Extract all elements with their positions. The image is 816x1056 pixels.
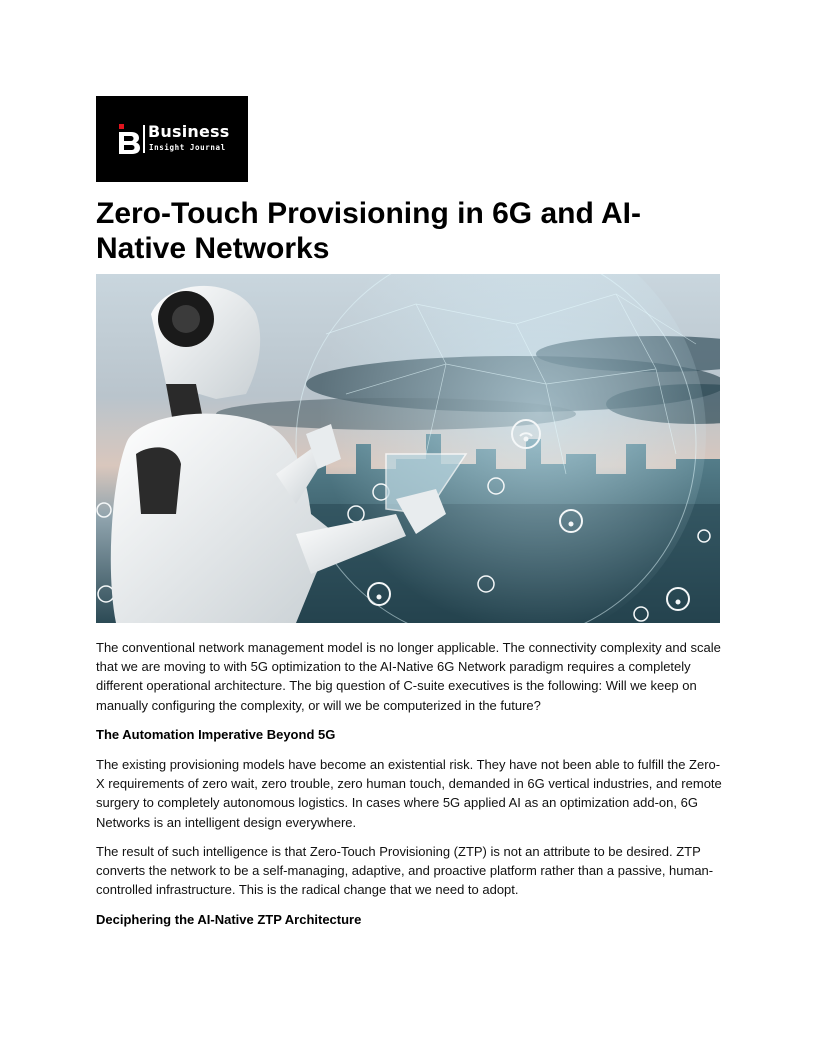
logo-tagline: Insight Journal (149, 143, 226, 152)
article-title: Zero-Touch Provisioning in 6G and AI-Native Networks (96, 197, 642, 265)
paragraph-1: The conventional network management model is no longer applicable. The connectivity complexity and scale that we are moving to with 5G optimization to the AI-Native 6G Network paradigm requires a completely different operational architecture. The big question of C-suite executives is the following: Will we keep on manually configuring the complexity, or will we be computerized in the future? (96, 640, 721, 713)
section-heading-1: The Automation Imperative Beyond 5G (96, 727, 336, 742)
b-logo-icon (118, 124, 142, 154)
logo-wordmark: Business (148, 122, 230, 141)
logo-divider (143, 125, 145, 153)
paragraph-2: The existing provisioning models have become an existential risk. They have not been able to fulfill the Zero-X requirements of zero wait, zero trouble, zero human touch, demanded in 6G vertical industries, and remote surgery to completely autonomous logistics. In cases where 5G applied AI as an optimization add-on, 6G Networks is an intelligent design everywhere. (96, 757, 722, 830)
hero-image (96, 274, 720, 623)
paragraph-3: The result of such intelligence is that Zero-Touch Provisioning (ZTP) is not an attribute to be desired. ZTP converts the network to be a self-managing, adaptive, and proactive platform rather than a passive, human-controlled infrastructure. This is the radical change that we need to adopt. (96, 844, 714, 898)
brand-logo (96, 96, 248, 182)
section-heading-2: Deciphering the AI-Native ZTP Architecture (96, 912, 362, 927)
